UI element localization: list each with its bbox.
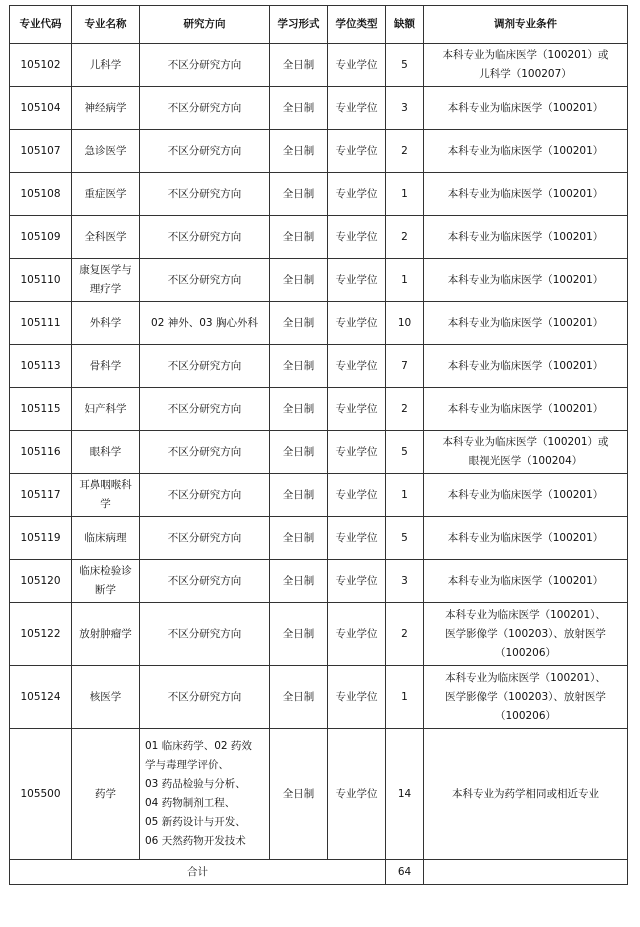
cell-direction — [140, 666, 270, 729]
cell-degree: 专业学位 — [328, 474, 386, 517]
cell-name — [72, 474, 140, 517]
adjustment-table — [9, 5, 628, 885]
cell-direction — [140, 560, 270, 603]
cell-code: 105115 — [10, 388, 72, 431]
cell-condition — [424, 130, 628, 173]
cell-condition-line: 本科专业为临床医学（100201） — [447, 187, 604, 200]
total-label: 合计 — [10, 860, 386, 885]
cell-direction-line: 不区分研究方向 — [167, 230, 242, 243]
cell-mode: 全日制 — [270, 345, 328, 388]
cell-condition — [424, 666, 628, 729]
cell-degree: 专业学位 — [328, 302, 386, 345]
cell-name — [72, 560, 140, 603]
cell-name-line: 全科医学 — [84, 230, 127, 243]
cell-name — [72, 729, 140, 860]
cell-quota: 5 — [386, 431, 424, 474]
table-row — [10, 173, 628, 216]
table-row — [10, 666, 628, 729]
cell-direction-line: 不区分研究方向 — [167, 58, 242, 71]
total-row — [10, 860, 628, 885]
cell-code: 105104 — [10, 87, 72, 130]
cell-mode: 全日制 — [270, 666, 328, 729]
cell-quota: 14 — [386, 729, 424, 860]
cell-direction-line: 03 药品检验与分析、 — [145, 778, 246, 790]
cell-name — [72, 431, 140, 474]
cell-direction-line: 不区分研究方向 — [167, 488, 242, 501]
cell-condition-line: 本科专业为临床医学（100201） — [447, 316, 604, 329]
cell-direction — [140, 474, 270, 517]
cell-name-line: 断学 — [95, 584, 116, 596]
cell-condition-line: 医学影像学（100203）、放射医学 — [445, 627, 606, 640]
cell-direction-line: 不区分研究方向 — [167, 445, 242, 458]
cell-degree: 专业学位 — [328, 666, 386, 729]
table-row — [10, 431, 628, 474]
cell-code: 105119 — [10, 517, 72, 560]
cell-code: 105122 — [10, 603, 72, 666]
table-row — [10, 603, 628, 666]
cell-direction-line: 不区分研究方向 — [167, 402, 242, 415]
cell-condition-line: 本科专业为临床医学（100201）或 — [442, 436, 609, 448]
table-row — [10, 474, 628, 517]
cell-quota: 10 — [386, 302, 424, 345]
cell-condition-line: 本科专业为临床医学（100201） — [447, 359, 604, 372]
cell-condition-line: 儿科学（100207） — [479, 68, 572, 80]
cell-condition — [424, 560, 628, 603]
cell-quota: 1 — [386, 666, 424, 729]
cell-direction — [140, 87, 270, 130]
cell-code: 105107 — [10, 130, 72, 173]
table-row — [10, 302, 628, 345]
cell-direction — [140, 173, 270, 216]
header-code: 专业代码 — [10, 6, 72, 44]
cell-direction — [140, 302, 270, 345]
cell-condition — [424, 474, 628, 517]
cell-direction — [140, 729, 270, 860]
cell-name — [72, 302, 140, 345]
cell-condition-line: 本科专业为临床医学（100201） — [447, 101, 604, 114]
cell-condition-line: 本科专业为临床医学（100201） — [447, 273, 604, 286]
cell-name-line: 外科学 — [89, 316, 122, 329]
cell-direction-line: 不区分研究方向 — [167, 359, 242, 372]
cell-quota: 2 — [386, 388, 424, 431]
cell-quota: 2 — [386, 130, 424, 173]
cell-name-line: 眼科学 — [89, 445, 122, 458]
cell-direction-line: 06 天然药物开发技术 — [145, 835, 246, 847]
cell-direction-line: 不区分研究方向 — [167, 273, 242, 286]
cell-name — [72, 44, 140, 87]
cell-condition-line: 本科专业为临床医学（100201） — [447, 230, 604, 243]
cell-mode: 全日制 — [270, 44, 328, 87]
cell-condition — [424, 603, 628, 666]
cell-direction — [140, 130, 270, 173]
cell-code: 105124 — [10, 666, 72, 729]
cell-direction — [140, 259, 270, 302]
total-empty — [424, 860, 628, 885]
cell-quota: 3 — [386, 560, 424, 603]
cell-direction-line: 不区分研究方向 — [167, 101, 242, 114]
cell-name-line: 急诊医学 — [84, 144, 127, 157]
cell-mode: 全日制 — [270, 431, 328, 474]
cell-condition — [424, 345, 628, 388]
cell-condition-line: 眼视光医学（100204） — [468, 455, 583, 467]
cell-name-line: 康复医学与 — [79, 264, 132, 276]
cell-name-line: 临床检验诊 — [79, 565, 132, 577]
cell-code: 105117 — [10, 474, 72, 517]
cell-condition — [424, 302, 628, 345]
cell-condition — [424, 388, 628, 431]
cell-code: 105111 — [10, 302, 72, 345]
table-row — [10, 87, 628, 130]
cell-condition — [424, 259, 628, 302]
cell-name — [72, 666, 140, 729]
cell-code: 105109 — [10, 216, 72, 259]
cell-condition-line: 本科专业为药学相同或相近专业 — [452, 787, 599, 800]
cell-direction-line: 学与毒理学评价、 — [145, 759, 229, 771]
cell-mode: 全日制 — [270, 560, 328, 603]
cell-condition-line: （100206） — [494, 709, 557, 722]
cell-quota: 2 — [386, 603, 424, 666]
cell-code: 105102 — [10, 44, 72, 87]
table-row — [10, 44, 628, 87]
cell-quota: 1 — [386, 173, 424, 216]
cell-quota: 1 — [386, 259, 424, 302]
cell-direction-line: 不区分研究方向 — [167, 574, 242, 587]
cell-direction-line: 01 临床药学、02 药效 — [145, 740, 252, 752]
cell-quota: 3 — [386, 87, 424, 130]
table-row — [10, 345, 628, 388]
table-row — [10, 517, 628, 560]
cell-name — [72, 345, 140, 388]
cell-name — [72, 603, 140, 666]
cell-condition-line: 本科专业为临床医学（100201） — [447, 531, 604, 544]
cell-code: 105116 — [10, 431, 72, 474]
table-row — [10, 130, 628, 173]
cell-degree: 专业学位 — [328, 130, 386, 173]
cell-direction-line: 不区分研究方向 — [167, 144, 242, 157]
cell-direction-line: 不区分研究方向 — [167, 627, 242, 640]
cell-name-line: 重症医学 — [84, 187, 127, 200]
cell-name-line: 临床病理 — [84, 531, 127, 544]
cell-quota: 2 — [386, 216, 424, 259]
cell-direction — [140, 517, 270, 560]
cell-direction-line: 02 神外、03 胸心外科 — [151, 316, 258, 329]
cell-degree: 专业学位 — [328, 388, 386, 431]
cell-mode: 全日制 — [270, 603, 328, 666]
cell-degree: 专业学位 — [328, 173, 386, 216]
cell-degree: 专业学位 — [328, 603, 386, 666]
cell-direction-line: 不区分研究方向 — [167, 531, 242, 544]
cell-mode: 全日制 — [270, 474, 328, 517]
cell-direction-line: 05 新药设计与开发、 — [145, 816, 246, 828]
cell-name — [72, 517, 140, 560]
cell-quota: 5 — [386, 517, 424, 560]
cell-mode: 全日制 — [270, 173, 328, 216]
cell-direction-line: 04 药物制剂工程、 — [145, 797, 236, 809]
header-row — [10, 6, 628, 44]
cell-name-line: 药学 — [95, 787, 116, 800]
cell-condition — [424, 729, 628, 860]
header-quota: 缺额 — [386, 6, 424, 44]
cell-condition — [424, 173, 628, 216]
cell-quota: 7 — [386, 345, 424, 388]
cell-condition — [424, 216, 628, 259]
cell-direction-line: 不区分研究方向 — [167, 690, 242, 703]
cell-mode: 全日制 — [270, 729, 328, 860]
cell-code: 105110 — [10, 259, 72, 302]
cell-name — [72, 216, 140, 259]
cell-code: 105113 — [10, 345, 72, 388]
cell-name-line: 骨科学 — [89, 359, 122, 372]
cell-direction — [140, 216, 270, 259]
cell-degree: 专业学位 — [328, 517, 386, 560]
cell-degree: 专业学位 — [328, 560, 386, 603]
cell-direction — [140, 44, 270, 87]
cell-mode: 全日制 — [270, 259, 328, 302]
header-condition: 调剂专业条件 — [424, 6, 628, 44]
cell-name — [72, 173, 140, 216]
table-row — [10, 216, 628, 259]
cell-condition-line: 本科专业为临床医学（100201）或 — [442, 49, 609, 61]
cell-direction — [140, 345, 270, 388]
cell-name-line: 神经病学 — [84, 101, 127, 114]
cell-mode: 全日制 — [270, 130, 328, 173]
cell-condition-line: 本科专业为临床医学（100201）、 — [445, 671, 606, 684]
total-value: 64 — [386, 860, 424, 885]
cell-name — [72, 87, 140, 130]
table-body — [10, 44, 628, 860]
table-row — [10, 388, 628, 431]
table-row — [10, 259, 628, 302]
cell-condition — [424, 431, 628, 474]
cell-direction-line: 不区分研究方向 — [167, 187, 242, 200]
cell-direction — [140, 431, 270, 474]
table-row — [10, 729, 628, 860]
cell-condition-line: 本科专业为临床医学（100201） — [447, 488, 604, 501]
cell-condition-line: 本科专业为临床医学（100201）、 — [445, 608, 606, 621]
cell-mode: 全日制 — [270, 517, 328, 560]
cell-quota: 5 — [386, 44, 424, 87]
cell-condition-line: 本科专业为临床医学（100201） — [447, 144, 604, 157]
cell-code: 105108 — [10, 173, 72, 216]
cell-condition-line: 本科专业为临床医学（100201） — [447, 402, 604, 415]
table-container — [9, 5, 628, 885]
cell-condition-line: 医学影像学（100203）、放射医学 — [445, 690, 606, 703]
cell-name-line: 儿科学 — [89, 58, 122, 71]
cell-mode: 全日制 — [270, 388, 328, 431]
table-row — [10, 560, 628, 603]
cell-condition-line: 本科专业为临床医学（100201） — [447, 574, 604, 587]
cell-degree: 专业学位 — [328, 44, 386, 87]
cell-degree: 专业学位 — [328, 259, 386, 302]
cell-degree: 专业学位 — [328, 216, 386, 259]
cell-mode: 全日制 — [270, 216, 328, 259]
cell-mode: 全日制 — [270, 87, 328, 130]
cell-name-line: 耳鼻咽喉科学 — [79, 479, 132, 510]
cell-name — [72, 130, 140, 173]
header-degree: 学位类型 — [328, 6, 386, 44]
cell-mode: 全日制 — [270, 302, 328, 345]
cell-condition — [424, 87, 628, 130]
header-name: 专业名称 — [72, 6, 140, 44]
cell-degree: 专业学位 — [328, 729, 386, 860]
cell-name — [72, 259, 140, 302]
cell-code: 105120 — [10, 560, 72, 603]
cell-name-line: 妇产科学 — [84, 402, 127, 415]
cell-direction — [140, 388, 270, 431]
header-mode: 学习形式 — [270, 6, 328, 44]
cell-degree: 专业学位 — [328, 431, 386, 474]
cell-quota: 1 — [386, 474, 424, 517]
cell-name-line: 核医学 — [89, 690, 122, 703]
cell-condition — [424, 517, 628, 560]
cell-code: 105500 — [10, 729, 72, 860]
cell-name — [72, 388, 140, 431]
cell-name-line: 放射肿瘤学 — [79, 627, 132, 640]
cell-name-line: 理疗学 — [89, 283, 122, 295]
cell-condition — [424, 44, 628, 87]
cell-degree: 专业学位 — [328, 87, 386, 130]
cell-condition-line: （100206） — [494, 646, 557, 659]
header-direction: 研究方向 — [140, 6, 270, 44]
cell-degree: 专业学位 — [328, 345, 386, 388]
cell-direction — [140, 603, 270, 666]
